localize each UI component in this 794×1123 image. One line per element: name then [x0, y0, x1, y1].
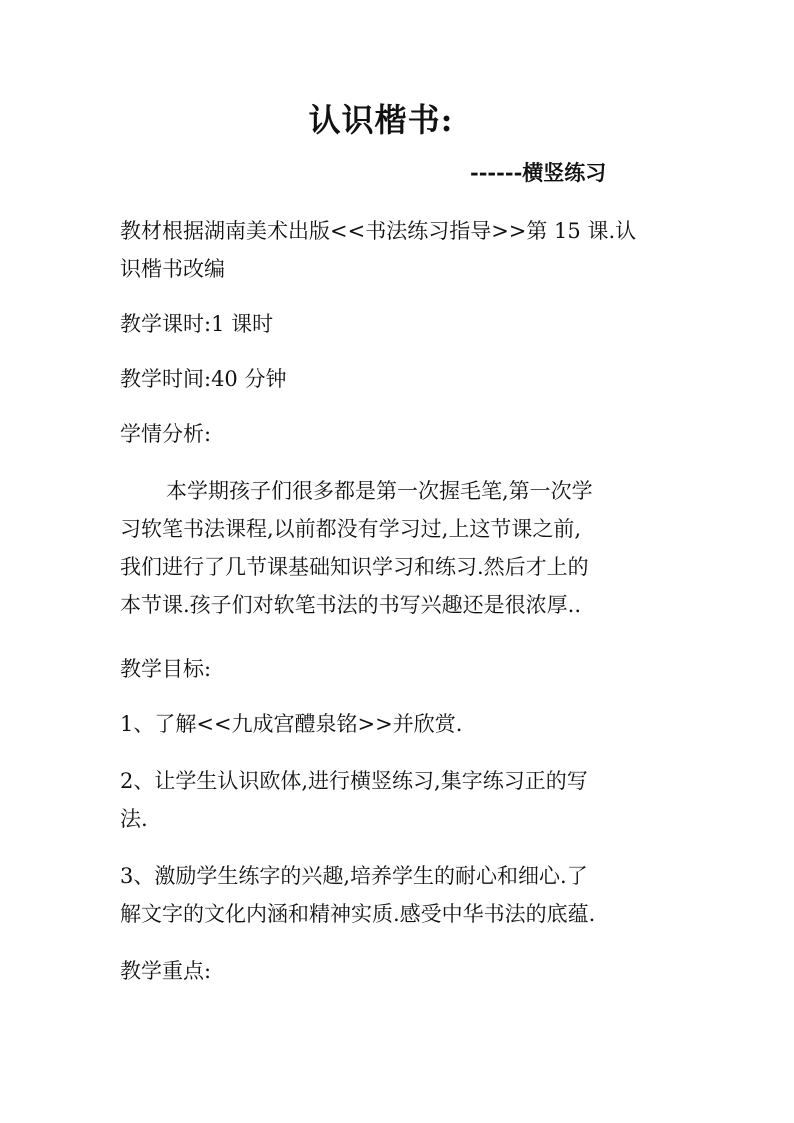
- analysis-line-1: 本学期孩子们很多都是第一次握毛笔,第一次学: [166, 479, 593, 503]
- analysis-line-4: 本节课.孩子们对软笔书法的书写兴趣还是很浓厚..: [120, 593, 582, 617]
- goal-3-line-1: 3、激励学生练字的兴趣,培养学生的耐心和细心.了: [120, 864, 588, 888]
- key-points-heading: 教学重点:: [120, 959, 212, 983]
- goals-heading: 教学目标:: [120, 657, 212, 681]
- document-title: 认识楷书:: [308, 101, 454, 139]
- goal-item-3: [120, 857, 680, 933]
- goal-2-line-2: 法.: [120, 807, 148, 831]
- source-line-1: 教材根据湖南美术出版<<书法练习指导>>第 15 课.认: [120, 219, 637, 243]
- analysis-paragraph: [120, 472, 680, 624]
- class-hours: 教学课时:1 课时: [120, 312, 274, 336]
- goal-2-line-1: 2、让学生认识欧体,进行横竖练习,集字练习正的写: [120, 769, 588, 793]
- document-subtitle: ------横竖练习: [470, 160, 607, 185]
- source-note: [120, 212, 680, 288]
- class-time: 教学时间:40 分钟: [120, 367, 287, 391]
- analysis-heading: 学情分析:: [120, 422, 212, 446]
- analysis-line-2: 习软笔书法课程,以前都没有学习过,上这节课之前,: [120, 517, 582, 541]
- goal-1-line-1: 1、了解<<九成宫醴泉铭>>并欣赏.: [120, 712, 463, 736]
- goal-3-line-2: 解文字的文化内涵和精神实质.感受中华书法的底蕴.: [120, 902, 596, 926]
- analysis-line-3: 我们进行了几节课基础知识学习和练习.然后才上的: [120, 555, 589, 579]
- goal-item-2: [120, 762, 680, 838]
- source-line-2: 识楷书改编: [120, 257, 225, 281]
- goal-item-1: [120, 705, 680, 743]
